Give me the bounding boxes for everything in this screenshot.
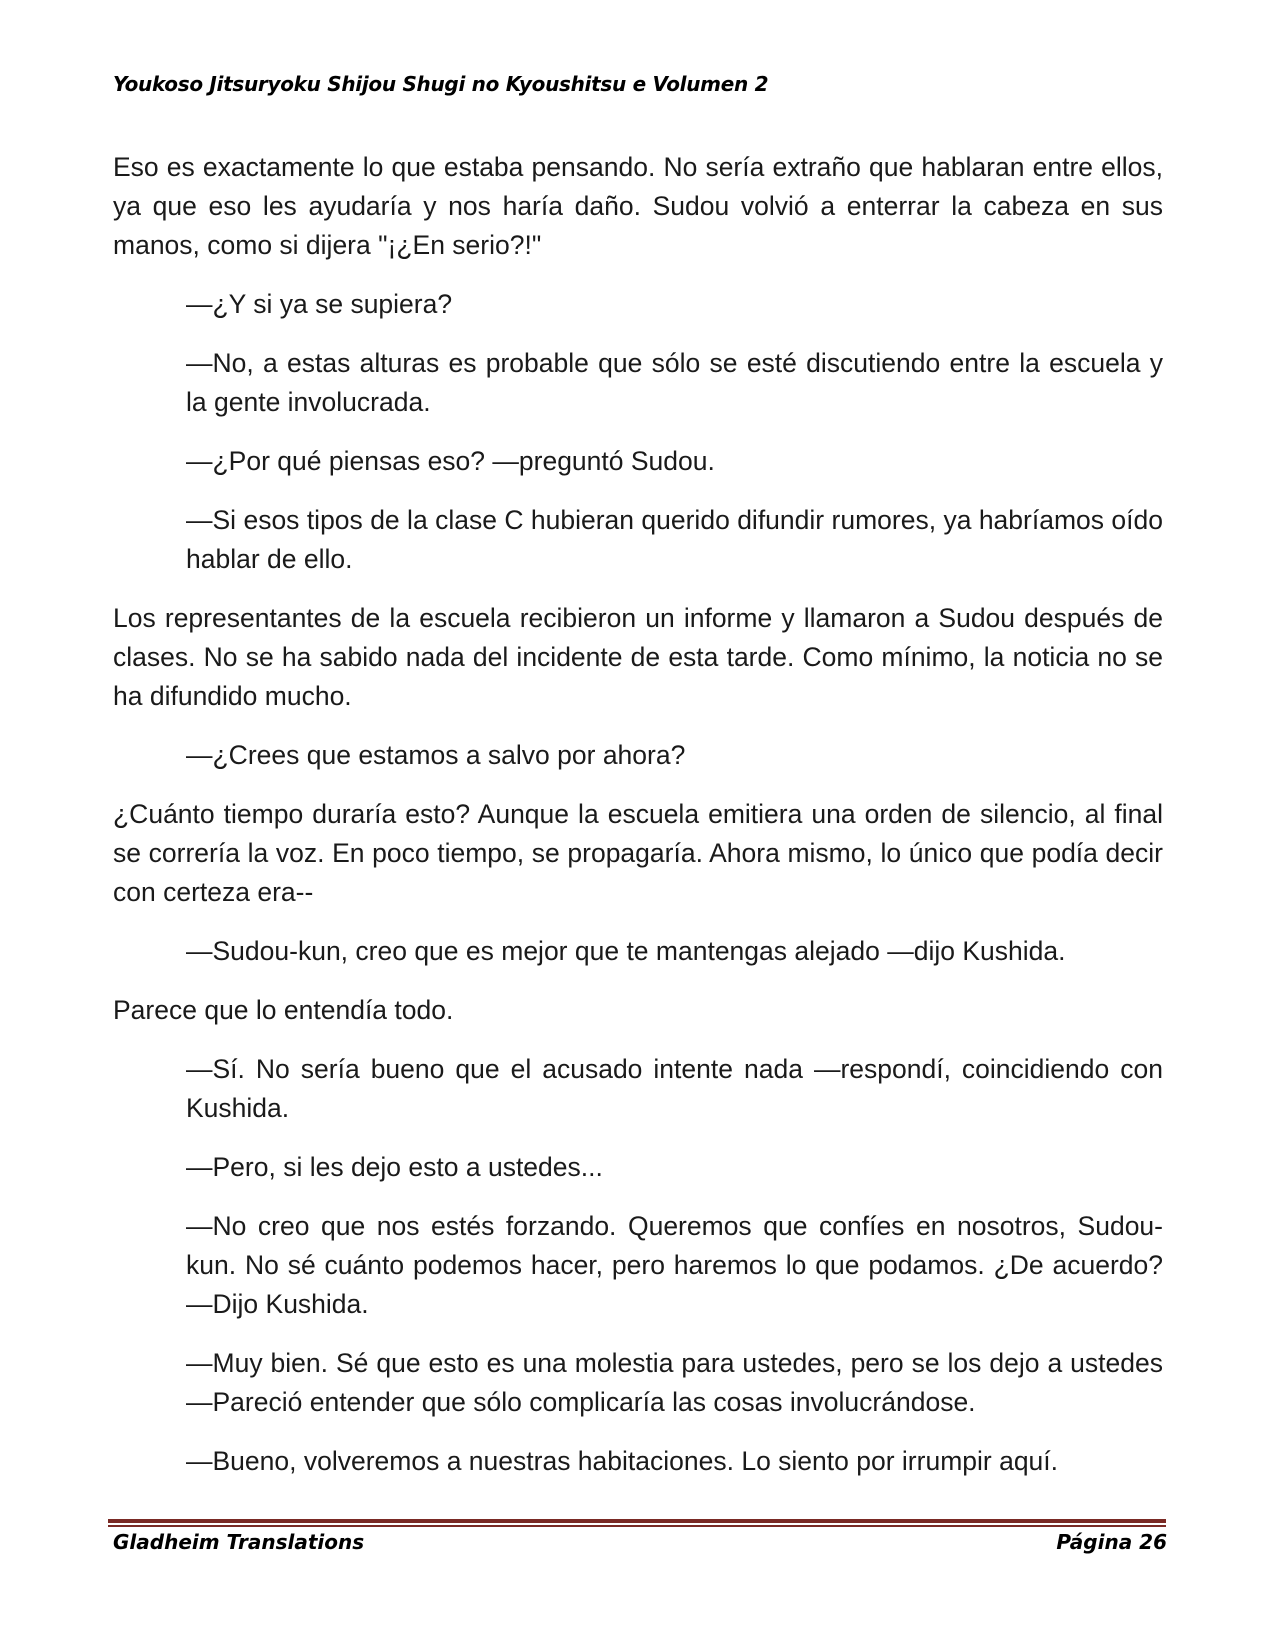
dialogue-line: —Si esos tipos de la clase C hubieran querido difundir rumores, ya habríamos oído hablar de ello. bbox=[186, 505, 1163, 574]
dialogue-line: —Pero, si les dejo esto a ustedes... bbox=[186, 1152, 603, 1182]
paragraph: Parece que lo entendía todo. bbox=[113, 995, 454, 1025]
page-number: Página 26 bbox=[1056, 1530, 1167, 1554]
body-text bbox=[113, 148, 1163, 1501]
dialogue-line: —No creo que nos estés forzando. Queremos que confíes en nosotros, Sudou-kun. No sé cuánto podemos hacer, pero haremos lo que podamos. ¿De acuerdo? —Dijo Kushida. bbox=[186, 1211, 1163, 1319]
dialogue-line: —No, a estas alturas es probable que sólo se esté discutiendo entre la escuela y la gente involucrada. bbox=[186, 348, 1163, 417]
dialogue-line: —¿Crees que estamos a salvo por ahora? bbox=[186, 740, 686, 770]
dialogue-line: —Sudou-kun, creo que es mejor que te mantengas alejado —dijo Kushida. bbox=[186, 936, 1066, 966]
dialogue-line: —Muy bien. Sé que esto es una molestia para ustedes, pero se los dejo a ustedes —Pareció entender que sólo complicaría las cosas involucrándose. bbox=[186, 1348, 1163, 1417]
dialogue-line: —¿Y si ya se supiera? bbox=[186, 289, 453, 319]
footer-rule-thin bbox=[108, 1525, 1166, 1527]
footer-credit: Gladheim Translations bbox=[113, 1530, 365, 1554]
footer-rule-thick bbox=[108, 1519, 1166, 1523]
dialogue-line: —¿Por qué piensas eso? —preguntó Sudou. bbox=[186, 446, 715, 476]
running-header: Youkoso Jitsuryoku Shijou Shugi no Kyoushitsu e Volumen 2 bbox=[113, 72, 769, 96]
dialogue-line: —Sí. No sería bueno que el acusado intente nada —respondí, coincidiendo con Kushida. bbox=[186, 1054, 1163, 1123]
dialogue-line: —Bueno, volveremos a nuestras habitaciones. Lo siento por irrumpir aquí. bbox=[186, 1446, 1059, 1476]
paragraph: ¿Cuánto tiempo duraría esto? Aunque la escuela emitiera una orden de silencio, al final se correría la voz. En poco tiempo, se propagaría. Ahora mismo, lo único que podía decir con certeza era-- bbox=[113, 799, 1163, 907]
paragraph: Los representantes de la escuela recibieron un informe y llamaron a Sudou después de clases. No se ha sabido nada del incidente de esta tarde. Como mínimo, la noticia no se ha difundido mucho. bbox=[113, 603, 1163, 711]
paragraph: Eso es exactamente lo que estaba pensando. No sería extraño que hablaran entre ellos, ya que eso les ayudaría y nos haría daño. Sudou volvió a enterrar la cabeza en sus manos, como si dijera "¡¿En serio?!" bbox=[113, 152, 1163, 260]
